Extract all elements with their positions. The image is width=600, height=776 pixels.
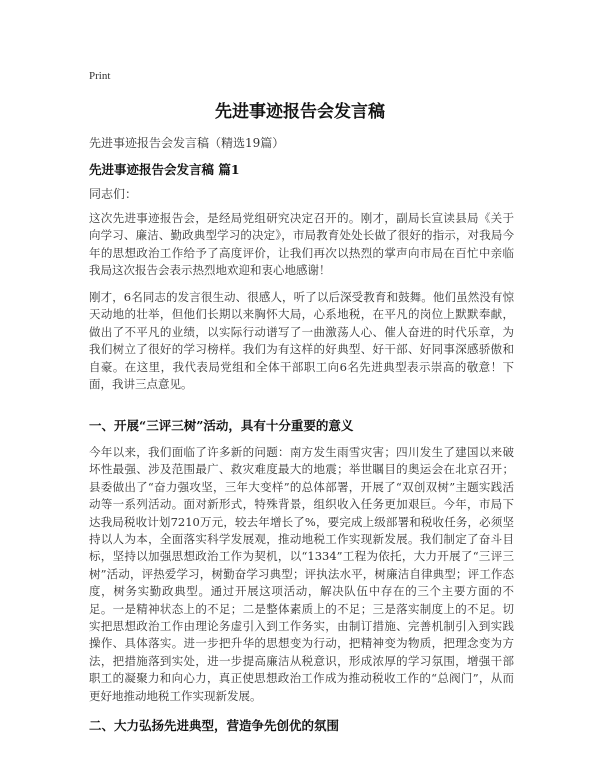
greeting: 同志们： (89, 187, 138, 201)
heading-point-one: 一、开展“三评三树”活动，具有十分重要的意义 (89, 418, 354, 433)
paragraph-point-one: 今年以来，我们面临了许多新的问题：南方发生雨雪灾害；四川发生了建国以来破坏性最强、涉及范围最广、救灾难度最大的地震；举世瞩目的奥运会在北京召开；县委做出了“奋力强攻坚，三年大变样”的总体部署，开展了“双创双树”主题实践活动等一系列活动。面对新形式，特殊背景，组织收入任务更加艰巨。今年，市局下达我局税收计划7210万元，较去年增长了%，要完成上级部署和税收任务，必须坚持以人为本，全面落实科学发展观，推动地税工作实现新发展。我们制定了奋斗目标，坚持以加强思想政治工作为契机，以“1334”工程为依托，大力开展了“三评三树”活动，评热爱学习，树勤奋学习典型；评执法水平，树廉洁自律典型；评工作态度，树务实勤政典型。通过开展这项活动，解决队伍中存在的三个主要方面的不足。一是精神状态上的不足；二是整体素质上的不足；三是落实制度上的不足。切实把思想政治工作由理论务虚引入到工作务实，由制订措施、完善机制引入到实践操作、具体落实。进一步把升华的思想变为行动，把精神变为物质，把理念变为方法，把措施落到实处，进一步提高廉洁从税意识，形成浓厚的学习氛围，增强干部职工的凝聚力和向心力，真正使思想政治工作成为推动税收工作的“总阀门”，从而更好地推动地税工作实现新发展。 (89, 445, 514, 703)
paragraph-speeches: 刚才，6名同志的发言很生动、很感人，听了以后深受教育和鼓舞。他们虽然没有惊天动地的壮举，但他们长期以来胸怀大局，心系地税，在平凡的岗位上默默奉献，做出了不平凡的业绩，以实际行动谱写了一曲激荡人心、催人奋进的时代乐章，为我们树立了很好的学习榜样。我们为有这样的好典型、好干部、好同事深感骄傲和自豪。在这里，我代表局党组和全体干部职工向6名先进典型表示崇高的敬意！下面，我讲三点意见。 (89, 290, 514, 392)
paragraph-intro: 这次先进事迹报告会，是经局党组研究决定召开的。刚才，副局长宣读县局《关于向学习、廉洁、勤政典型学习的决定》，市局教育处处长做了很好的指示，对我局今年的思想政治工作给予了高度评价，让我们再次以热烈的掌声向市局在百忙中亲临我局这次报告会表示热烈地欢迎和衷心地感谢！ (89, 211, 514, 278)
page-title: 先进事迹报告会发言稿 (215, 102, 385, 122)
section-title: 先进事迹报告会发言稿 篇1 (89, 162, 240, 177)
heading-point-two: 二、大力弘扬先进典型，营造争先创优的氛围 (89, 718, 340, 733)
print-link[interactable]: Print (89, 70, 111, 82)
document-subtitle: 先进事迹报告会发言稿（精选19篇） (89, 136, 285, 150)
